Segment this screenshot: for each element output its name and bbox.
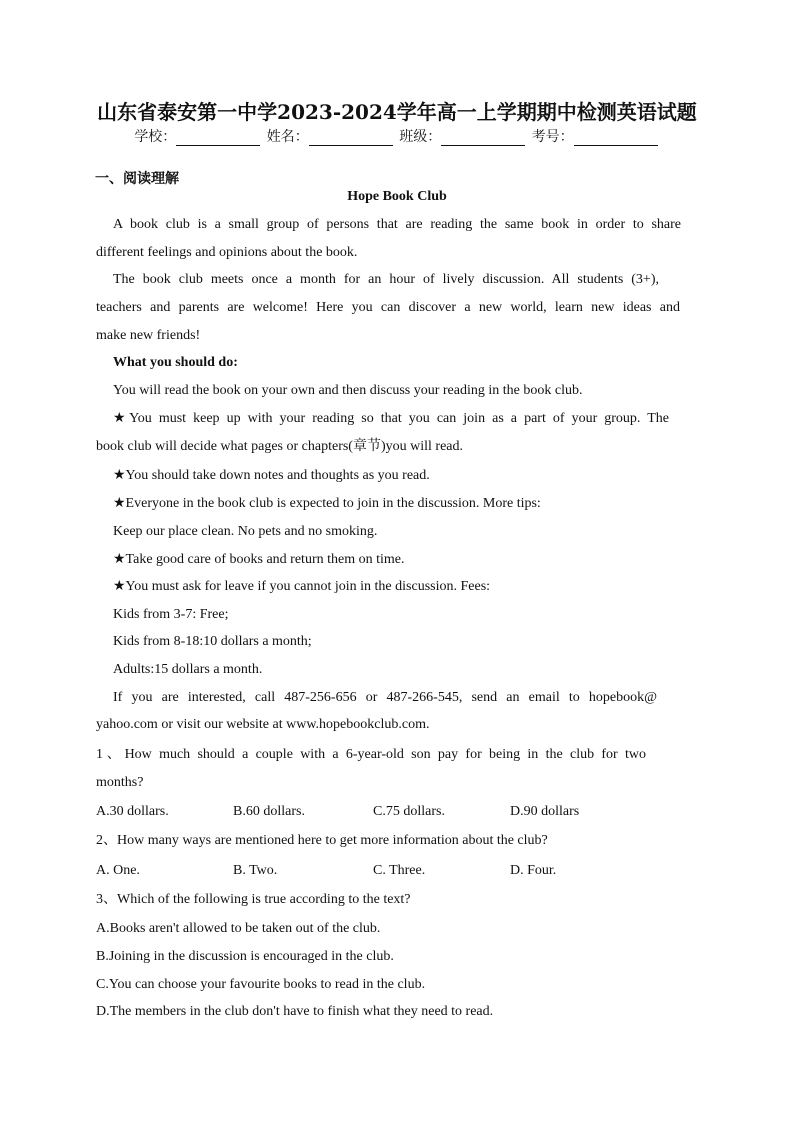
passage-line: ★You must keep up with your reading so that you can join as a part of your group. The [113, 411, 669, 426]
option-c: C.75 dollars. [373, 804, 445, 819]
school-label: 学校： [134, 129, 177, 145]
option-b: B. Two. [233, 863, 278, 878]
option-a: A.30 dollars. [96, 804, 169, 819]
option-a: A.Books aren't allowed to be taken out of the club. [96, 921, 381, 936]
option-b: B.60 dollars. [233, 804, 305, 819]
passage-line: Kids from 8-18:10 dollars a month; [113, 634, 312, 649]
passage-line: ★You must ask for leave if you cannot join in the discussion. Fees: [113, 579, 491, 594]
passage-line: The book club meets once a month for an hour of lively discussion. All students (3+), [113, 272, 659, 287]
passage-subheading: What you should do: [113, 355, 238, 370]
class-label: 班级： [399, 129, 442, 145]
question-stem: 1、How much should a couple with a 6-year-old son pay for being in the club for two [96, 747, 646, 762]
passage-line: yahoo.com or visit our website at www.hopebookclub.com. [96, 717, 430, 732]
option-b: B.Joining in the discussion is encouraged in the club. [96, 949, 394, 964]
passage-line: A book club is a small group of persons that are reading the same book in order to share [113, 217, 681, 232]
section-heading: 一、阅读理解 [95, 171, 179, 187]
class-blank [441, 130, 525, 146]
passage-line: You will read the book on your own and then discuss your reading in the book club. [113, 383, 583, 398]
page-title: 山东省泰安第一中学2023-2024学年高一上学期期中检测英语试题 [97, 100, 697, 124]
passage-title: Hope Book Club [347, 189, 447, 204]
passage-line: teachers and parents are welcome! Here you can discover a new world, learn new ideas and [96, 300, 680, 315]
passage-line: ★Everyone in the book club is expected to join in the discussion. More tips: [113, 496, 541, 511]
option-c: C. Three. [373, 863, 426, 878]
question-stem-cont: months? [96, 775, 144, 790]
passage-line: ★You should take down notes and thoughts as you read. [113, 468, 430, 483]
passage-line: Adults:15 dollars a month. [113, 662, 263, 677]
name-label: 姓名： [266, 129, 309, 145]
option-a: A. One. [96, 863, 140, 878]
number-label: 考号： [531, 129, 574, 145]
passage-line: book club will decide what pages or chapters(章节)you will read. [96, 439, 464, 454]
question-stem: 3、Which of the following is true according to the text? [96, 892, 411, 907]
option-d: D. Four. [510, 863, 557, 878]
option-c: C.You can choose your favourite books to read in the club. [96, 977, 426, 992]
passage-line: Keep our place clean. No pets and no smoking. [113, 524, 378, 539]
question-stem: 2、How many ways are mentioned here to get more information about the club? [96, 833, 548, 848]
student-info-row [0, 126, 794, 146]
number-blank [574, 130, 658, 146]
passage-line: different feelings and opinions about the book. [96, 245, 358, 260]
option-d: D.The members in the club don't have to finish what they need to read. [96, 1004, 494, 1019]
passage-line: make new friends! [96, 328, 201, 343]
school-blank [176, 130, 260, 146]
name-blank [309, 130, 393, 146]
option-d: D.90 dollars [510, 804, 580, 819]
passage-line: If you are interested, call 487-256-656 or 487-266-545, send an email to hopebook@ [113, 690, 657, 705]
passage-line: ★Take good care of books and return them on time. [113, 552, 405, 567]
passage-line: Kids from 3-7: Free; [113, 607, 229, 622]
